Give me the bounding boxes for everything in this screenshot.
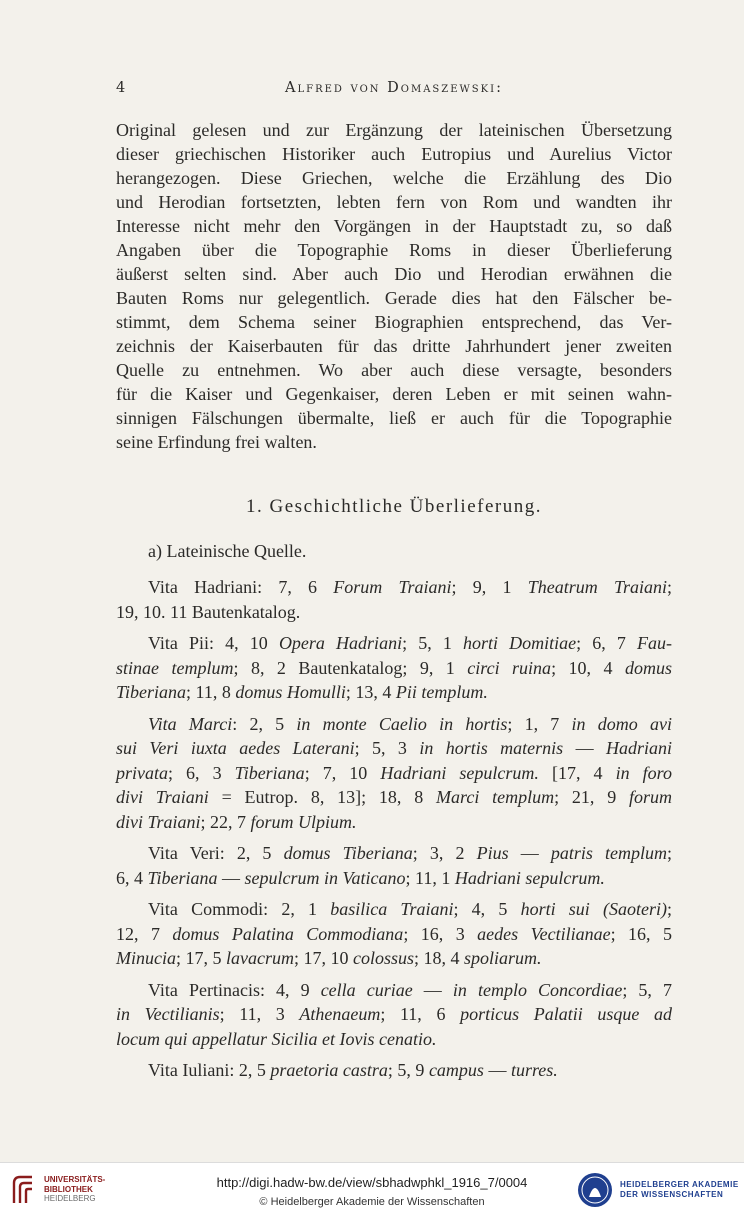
citation-text: ; 11, 6 xyxy=(380,1004,461,1024)
latin-term: porticus Palatii usque ad xyxy=(460,1004,672,1024)
latin-term: divi Traiani xyxy=(116,787,209,807)
entry-line xyxy=(116,1002,672,1027)
citation-text: ; 17, 10 xyxy=(294,948,354,968)
latin-term: sui Veri iuxta aedes Laterani xyxy=(116,738,355,758)
entry-line xyxy=(116,712,672,737)
entry-line xyxy=(116,631,672,656)
citation-text: — xyxy=(217,867,245,888)
entry-line xyxy=(116,866,672,891)
citation-text: ; 6, 7 xyxy=(576,633,637,653)
citation-text: ; 5, 9 xyxy=(387,1060,429,1080)
source-entry xyxy=(116,631,672,705)
paragraph-line: seine Erfindung frei walten. xyxy=(116,432,317,452)
latin-term: domus Palatina Commodiana xyxy=(172,923,404,944)
latin-term: Minucia xyxy=(116,948,176,968)
citation-text: Vita Hadriani: 7, 6 xyxy=(148,577,334,597)
latin-term: in templo Concordiae xyxy=(452,979,623,1000)
source-entry xyxy=(116,575,672,624)
intro-paragraph xyxy=(116,118,672,454)
citation-text: : 2, 5 xyxy=(232,713,297,734)
entry-line xyxy=(116,680,672,705)
entry-line xyxy=(116,785,672,810)
citation-text: 6, 4 xyxy=(116,867,148,888)
paragraph-line: Angaben über die Topographie Roms in dieser Überlieferung xyxy=(116,240,672,260)
entry-line xyxy=(116,922,672,947)
source-entry xyxy=(116,712,672,835)
paragraph-line: zeichnis der Kaiserbauten für das dritte Jahrhundert jener zweiten xyxy=(116,336,672,356)
academy-name: HEIDELBERGER AKADEMIE DER WISSENSCHAFTEN xyxy=(620,1180,739,1199)
paragraph-line: dieser griechischen Historiker auch Eutropius und Aurelius Victor xyxy=(116,144,672,164)
citation-text: ; 21, 9 xyxy=(554,787,629,807)
citation-text: ; 4, 5 xyxy=(453,899,521,919)
citation-text: ; 11, 8 xyxy=(186,682,236,702)
latin-term: in domo avi xyxy=(571,713,672,734)
citation-text: ; 7, 10 xyxy=(304,762,381,783)
latin-term: lavacrum xyxy=(226,948,294,968)
source-list xyxy=(116,575,672,1090)
citation-text: ; 18, 4 xyxy=(414,948,465,968)
latin-term: forum xyxy=(629,787,673,807)
citation-text: ; 8, 2 Bautenkatalog; 9, 1 xyxy=(233,657,468,678)
latin-term: colossus xyxy=(353,948,415,968)
latin-term: patris templum xyxy=(550,843,667,863)
citation-text: ; 22, 7 xyxy=(200,811,251,832)
citation-text: ; xyxy=(666,843,672,863)
entry-line xyxy=(116,897,672,922)
citation-text: ; xyxy=(666,899,672,919)
paragraph-line: für die Kaiser und Gegenkaiser, deren Leben er mit seinen wahn- xyxy=(116,384,672,404)
latin-term: Tiberiana xyxy=(147,867,218,888)
paragraph-line: Bauten Roms nur gelegentlich. Gerade dies hat den Fälscher be- xyxy=(116,288,672,308)
latin-term: domus Homulli xyxy=(235,682,346,702)
entry-line xyxy=(116,978,672,1003)
citation-text: ; 16, 5 xyxy=(610,923,672,944)
citation-text: ; 11, 3 xyxy=(219,1004,300,1024)
page-url-link[interactable]: http://digi.hadw-bw.de/view/sbhadwphkl_1916_7/0004 xyxy=(216,1175,528,1190)
latin-term: Opera Hadriani xyxy=(278,633,403,653)
latin-term: Hadriani sepulcrum. xyxy=(454,867,605,888)
source-entry xyxy=(116,978,672,1052)
citation-text: ; 6, 3 xyxy=(168,762,235,783)
latin-term: horti Domitiae xyxy=(462,633,577,653)
citation-text: ; 17, 5 xyxy=(176,948,227,968)
latin-term: Marci templum xyxy=(436,787,555,807)
latin-term: Pii templum. xyxy=(395,682,488,702)
copyright-notice: © Heidelberger Akademie der Wissenschaften xyxy=(259,1196,485,1208)
paragraph-line: und Herodian fortsetzten, lebten fern von Rom und wandten ihr xyxy=(116,192,672,212)
running-title: Alfred von Domaszewski: xyxy=(285,80,503,96)
section-heading: 1. Geschichtliche Überlieferung. xyxy=(246,496,542,517)
latin-term: Hadriani sepulcrum. xyxy=(380,762,539,783)
paragraph-line: Quelle zu entnehmen. Wo aber auch diese versagte, besonders xyxy=(116,360,672,380)
source-entry xyxy=(116,1058,672,1083)
paragraph-line: äußerst selten sind. Aber auch Dio und Herodian erwähnen die xyxy=(116,264,672,284)
paragraph-line: stimmt, dem Schema seiner Biographien entsprechend, das Ver- xyxy=(116,312,672,332)
latin-term: Fau- xyxy=(636,633,672,653)
latin-term: circi ruina xyxy=(467,657,552,678)
latin-term: stinae templum xyxy=(116,657,234,678)
entry-line xyxy=(116,1058,672,1083)
citation-text: ; 5, 3 xyxy=(354,738,420,758)
citation-text: = Eutrop. 8, 13]; 18, 8 xyxy=(208,787,436,807)
latin-term: Pius xyxy=(476,843,509,863)
latin-term: sepulcrum in Vaticano xyxy=(244,867,406,888)
latin-term: in Vectilianis xyxy=(116,1004,220,1024)
citation-text: Vita Pii: 4, 10 xyxy=(148,633,279,653)
academy-seal-icon xyxy=(576,1171,614,1209)
latin-term: aedes Vectilianae xyxy=(477,923,611,944)
entry-line xyxy=(116,810,672,835)
latin-term: Forum Traiani xyxy=(333,577,452,597)
latin-term: Vita Marci xyxy=(148,713,233,734)
entry-line xyxy=(116,946,672,971)
page-number: 4 xyxy=(116,80,127,96)
citation-text: ; 9, 1 xyxy=(451,577,528,597)
footer-bar xyxy=(0,1162,744,1217)
paragraph-line: Interesse nicht mehr den Vorgängen in der Hauptstadt zu, so daß xyxy=(116,216,672,236)
latin-term: privata xyxy=(116,762,168,783)
latin-term: in hortis maternis xyxy=(419,738,564,758)
citation-text: ; 3, 2 xyxy=(412,843,477,863)
entry-line xyxy=(116,736,672,761)
latin-term: basilica Traiani xyxy=(330,899,454,919)
latin-term: turres. xyxy=(510,1060,558,1080)
citation-text: [17, 4 xyxy=(538,762,616,783)
citation-text: ; 5, 1 xyxy=(402,633,463,653)
latin-term: forum Ulpium. xyxy=(250,811,357,832)
citation-text: ; 13, 4 xyxy=(345,682,396,702)
citation-text: — xyxy=(563,738,606,758)
latin-term: Athenaeum xyxy=(299,1004,381,1024)
latin-term: Hadriani xyxy=(605,738,672,758)
entry-line xyxy=(116,1027,672,1052)
university-library-name: UNIVERSITÄTS- BIBLIOTHEK HEIDELBERG xyxy=(44,1175,106,1203)
paragraph-line: herangezogen. Diese Griechen, welche die Erzählung des Dio xyxy=(116,168,672,188)
latin-term: divi Traiani xyxy=(116,811,201,832)
latin-term: spoliarum. xyxy=(464,948,542,968)
citation-text: Vita Veri: 2, 5 xyxy=(148,843,284,863)
paragraph-line: Original gelesen und zur Ergänzung der lateinischen Übersetzung xyxy=(116,120,672,140)
citation-text: ; 1, 7 xyxy=(507,713,572,734)
citation-text: Vita Iuliani: 2, 5 xyxy=(148,1060,271,1080)
latin-term: campus xyxy=(428,1060,484,1080)
latin-term: cella curiae xyxy=(320,979,413,1000)
citation-text: ; 16, 3 xyxy=(403,923,478,944)
latin-term: in foro xyxy=(615,762,672,783)
citation-text: — xyxy=(508,843,551,863)
latin-term: Tiberiana xyxy=(116,682,187,702)
latin-term: in monte Caelio in hortis xyxy=(296,713,508,734)
citation-text: Vita Pertinacis: 4, 9 xyxy=(148,979,321,1000)
citation-text: 12, 7 xyxy=(116,923,173,944)
citation-text: ; xyxy=(666,577,672,597)
paragraph-line: sinnigen Fälschungen übermalte, ließ er auch für die Topographie xyxy=(116,408,672,428)
latin-term: praetoria castra xyxy=(270,1060,388,1080)
entry-line xyxy=(116,600,672,625)
citation-text: ; 11, 1 xyxy=(405,867,455,888)
citation-text: — xyxy=(483,1060,511,1080)
latin-term: horti sui (Saoteri) xyxy=(520,899,667,919)
entry-line xyxy=(116,575,672,600)
entry-line xyxy=(116,841,672,866)
entry-line xyxy=(116,656,672,681)
citation-text: ; 5, 7 xyxy=(622,979,673,1000)
running-head xyxy=(116,80,672,102)
latin-term: domus Tiberiana xyxy=(283,843,413,863)
source-entry xyxy=(116,841,672,890)
citation-text: Vita Commodi: 2, 1 xyxy=(148,899,331,919)
source-entry xyxy=(116,897,672,971)
citation-text: 19, 10. 11 Bautenkatalog. xyxy=(116,601,301,622)
citation-text: — xyxy=(412,979,453,1000)
latin-term: Tiberiana xyxy=(234,762,305,783)
latin-term: locum qui appellatur Sicilia et Iovis cenatio. xyxy=(116,1028,437,1049)
latin-term: Theatrum Traiani xyxy=(527,577,667,597)
latin-term: domus xyxy=(624,657,672,678)
subheading: a) Lateinische Quelle. xyxy=(148,541,307,561)
entry-line xyxy=(116,761,672,786)
citation-text: ; 10, 4 xyxy=(551,657,625,678)
